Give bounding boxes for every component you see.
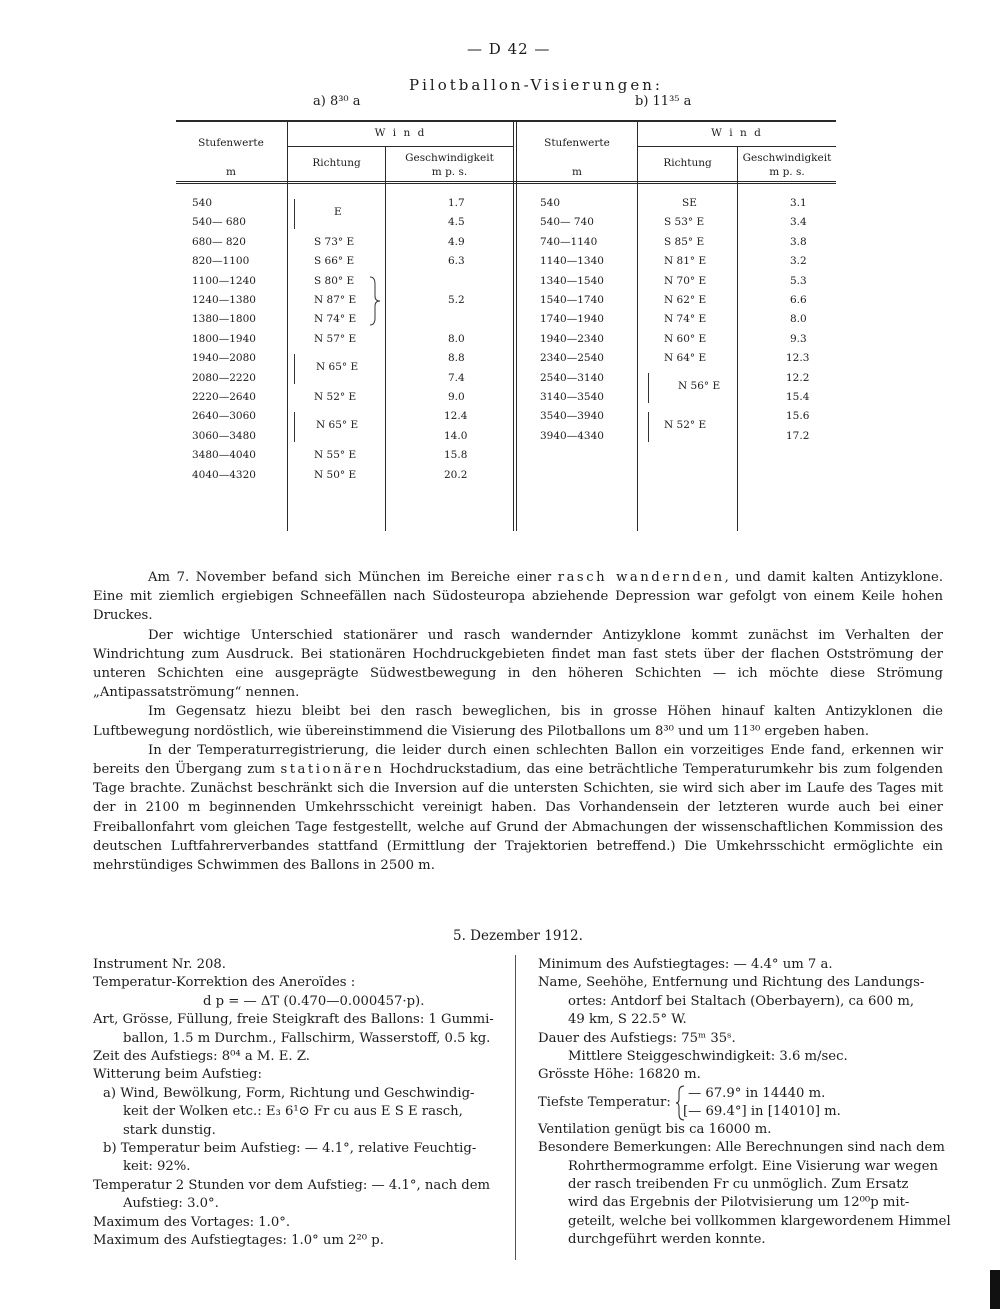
max-ascent-day: Maximum des Aufstiegtages: 1.0° um 2²⁰ p.: [93, 1233, 384, 1249]
header-geschwindigkeit: Geschwindigkeit: [405, 152, 494, 164]
correction-formula: d p = — ΔT (0.470—0.000457·p).: [203, 993, 425, 1009]
left-speed: 12.4: [444, 410, 468, 422]
paragraph: In der Temperaturregistrierung, die leider durch einen schlechten Ballon ein vorzeitiges Ende fand, erkennen wir bereits den Übergang zum stationären Hochdruckstadium, das eine beträchtliche Temperaturumkehr bis zum folgenden Tage brachte. Zunächst beschränkt sich die Inversion auf die untersten Schichten, sie wird sich aber im Laufe des Tages mit der in 2100 m beginnenden Umkehrsschicht vereinigt haben. Das Vorhandensein der letzteren wurde auch bei einer Freiballonfahrt vom gleichen Tage festgestellt, welche auf Grund der Abmachungen der wissenschaftlichen Kommission des deutschen Luftfahrerverbandes stattfand (Ermittlung der Trajektorien betreffend.) Die Umkehrsschicht ermöglichte ein mehrstündiges Schwimmen des Ballons in 2500 m.: [93, 742, 943, 874]
right-speed: 8.0: [790, 313, 807, 325]
mean-speed-line: Mittlere Steiggeschwindigkeit: 3.6 m/sec.: [568, 1049, 848, 1065]
header-mps-right: m p. s.: [769, 166, 805, 178]
right-speed: 3.4: [790, 216, 807, 228]
right-speed: 5.3: [790, 275, 807, 287]
left-step: 1100—1240: [192, 275, 256, 287]
right-direction: N 52° E: [664, 419, 707, 431]
header-wind: W i n d: [374, 127, 427, 139]
left-speed: 15.8: [444, 449, 468, 461]
max-previous-day: Maximum des Vortages: 1.0°.: [93, 1214, 291, 1230]
left-speed: 6.3: [448, 255, 465, 267]
left-direction: N 57° E: [314, 333, 357, 345]
header-wind-right: W i n d: [711, 127, 763, 139]
paragraph: Am 7. November befand sich München im Bereiche einer rasch wandernden, und damit kalten Antizyklone. Eine mit ziemlich ergiebigen Schneefällen nach Südosteuropa abziehende Depression war gefolgt von einem Keile hohen Druckes.: [93, 570, 944, 624]
left-direction: S 73° E: [314, 236, 355, 248]
weather-a-cont: stark dunstig.: [123, 1122, 216, 1138]
section-date: 5. Dezember 1912.: [453, 928, 583, 944]
landing-line-cont: 49 km, S 22.5° W.: [568, 1012, 687, 1028]
duration-line: Dauer des Aufstiegs: 75ᵐ 35ˢ.: [538, 1030, 736, 1046]
left-step: 1380—1800: [192, 313, 256, 325]
right-step: 1940—2340: [540, 333, 604, 345]
header-richtung-right: Richtung: [663, 157, 712, 169]
header-m: m: [226, 166, 236, 178]
right-direction: S 85° E: [664, 236, 705, 248]
left-step: 4040—4320: [192, 469, 256, 481]
right-step: 540: [540, 197, 561, 209]
left-direction: N 55° E: [314, 449, 357, 461]
left-step: 3480—4040: [192, 449, 256, 461]
header-richtung: Richtung: [312, 157, 361, 169]
left-speed: 9.0: [448, 391, 465, 403]
page-number: — D 42 —: [467, 40, 551, 58]
page-title: Pilotballon-Visierungen:: [409, 76, 663, 94]
left-direction: N 65° E: [316, 419, 359, 431]
left-direction: N 74° E: [314, 313, 357, 325]
temp-before: Temperatur 2 Stunden vor dem Aufstieg: — 4.1°, nach dem: [93, 1177, 491, 1193]
right-direction: N 70° E: [664, 275, 707, 287]
left-direction: N 87° E: [314, 294, 357, 306]
remarks-line-cont: geteilt, welche bei vollkommen klargewordenem Himmel: [568, 1213, 951, 1229]
remarks-line: Besondere Bemerkungen: Alle Berechnungen sind nach dem: [538, 1140, 945, 1156]
left-speed: 8.0: [448, 333, 465, 345]
remarks-line-cont: Rohrthermogramme erfolgt. Eine Visierung war wegen: [568, 1158, 938, 1174]
left-step: 540— 680: [192, 216, 246, 228]
right-speed: 12.3: [786, 352, 810, 364]
remarks-line-cont: wird das Ergebnis der Pilotvisierung um 12⁰⁰p mit-: [568, 1195, 910, 1211]
right-step: 1540—1740: [540, 294, 604, 306]
right-speed: 3.1: [790, 197, 807, 209]
right-speed: 3.2: [790, 255, 807, 267]
right-step: 1140—1340: [540, 255, 604, 267]
left-direction: S 80° E: [314, 275, 355, 287]
curly-brace-icon: [368, 276, 382, 326]
right-direction: N 56° E: [678, 380, 721, 392]
ascent-details-right: [538, 956, 951, 1250]
paragraph: Der wichtige Unterschied stationärer und rasch wandernder Antizyklone kommt zunächst im Verhalten der Windrichtung zum Ausdruck. Bei stationären Hochdruckgebieten findet man fast stets über der flachen Ostströmung der unteren Schichten eine ausgeprägte Südwestbewegung in den höheren Schichten — ich möchte diese Strömung „Antipassatströmung“ nennen.: [93, 627, 943, 701]
right-speed: 17.2: [786, 430, 810, 442]
ventilation-line: Ventilation genügt bis ca 16000 m.: [538, 1121, 772, 1137]
right-series-label: b) 11³⁵ a: [635, 94, 692, 109]
weather-a-cont: keit der Wolken etc.: E₃ 6¹⊙ Fr cu aus E S E rasch,: [123, 1104, 463, 1120]
header-stufenwerte: Stufenwerte: [198, 137, 264, 149]
right-speed: 15.6: [786, 410, 810, 422]
left-direction: N 50° E: [314, 469, 357, 481]
left-step: 1240—1380: [192, 294, 256, 306]
right-step: 2540—3140: [540, 372, 604, 384]
header-geschwindigkeit-right: Geschwindigkeit: [742, 152, 832, 164]
left-step: 2080—2220: [192, 372, 256, 384]
left-speed: 7.4: [448, 372, 465, 384]
left-step: 1940—2080: [192, 352, 256, 364]
left-speed: 14.0: [444, 430, 468, 442]
right-speed: 9.3: [790, 333, 807, 345]
right-step: 3140—3540: [540, 391, 604, 403]
left-speed: 1.7: [448, 197, 465, 209]
instrument-line: Instrument Nr. 208.: [93, 957, 227, 972]
weather-b-cont: keit: 92%.: [123, 1159, 191, 1175]
body-text: [93, 568, 943, 875]
header-stufenwerte-right: Stufenwerte: [544, 137, 610, 149]
right-speed: 3.8: [790, 236, 807, 248]
left-speed: 5.2: [448, 294, 465, 306]
remarks-line-cont: der rasch treibenden Fr cu unmöglich. Zum Ersatz: [568, 1177, 909, 1193]
header-m-right: m: [572, 166, 582, 178]
right-direction: SE: [682, 197, 697, 209]
right-direction: N 60° E: [664, 333, 707, 345]
left-step: 680— 820: [192, 236, 246, 248]
lowest-temp-value: — 67.9° in 14440 m.: [688, 1085, 826, 1101]
right-direction: S 53° E: [664, 216, 705, 228]
left-speed: 4.5: [448, 216, 465, 228]
balloon-line-cont: ballon, 1.5 m Durchm., Fallschirm, Wasserstoff, 0.5 kg.: [123, 1030, 491, 1046]
paragraph: Im Gegensatz hiezu bleibt bei den rasch beweglichen, bis in grosse Höhen hinauf kalten Antizyklonen die Luftbewegung nordöstlich, wie übereinstimmend die Visierung des Pilotballons um 8³⁰ und um 11³⁰ ergeben haben.: [93, 704, 943, 739]
correction-label: Temperatur-Korrektion des Aneroïdes :: [93, 975, 356, 991]
right-direction: N 64° E: [664, 352, 707, 364]
weather-label: Witterung beim Aufstieg:: [93, 1067, 262, 1083]
left-series-label: a) 8³⁰ a: [313, 94, 361, 109]
temp-before-cont: Aufstieg: 3.0°.: [123, 1196, 219, 1212]
lowest-temperature: [538, 1085, 948, 1121]
lowest-temp-label: Tiefste Temperatur:: [538, 1094, 671, 1110]
right-step: 3940—4340: [540, 430, 604, 442]
weather-b: b) Temperatur beim Aufstieg: — 4.1°, relative Feuchtig-: [103, 1141, 477, 1157]
landing-line: Name, Seehöhe, Entfernung und Richtung des Landungs-: [538, 975, 925, 991]
lowest-temp-value-alt: [— 69.4°] in [14010] m.: [683, 1103, 841, 1119]
left-direction: N 65° E: [316, 361, 359, 373]
right-step: 3540—3940: [540, 410, 604, 422]
left-step: 2220—2640: [192, 391, 256, 403]
left-speed: 20.2: [444, 469, 468, 481]
left-step: 3060—3480: [192, 430, 256, 442]
right-direction: N 74° E: [664, 313, 707, 325]
right-step: 1740—1940: [540, 313, 604, 325]
scan-edge-mark: [990, 1270, 1000, 1309]
header-mps: m p. s.: [431, 166, 468, 178]
right-direction: N 62° E: [664, 294, 707, 306]
left-step: 1800—1940: [192, 333, 256, 345]
right-speed: 15.4: [786, 391, 810, 403]
left-step: 820—1100: [192, 255, 250, 267]
left-speed: 4.9: [448, 236, 465, 248]
ascent-time: Zeit des Aufstiegs: 8⁰⁴ a M. E. Z.: [93, 1049, 310, 1065]
left-step: 2640—3060: [192, 410, 256, 422]
left-speed: 8.8: [448, 352, 465, 364]
weather-a: a) Wind, Bewölkung, Form, Richtung und Geschwindig-: [103, 1085, 475, 1101]
left-step: 540: [192, 197, 213, 209]
right-step: 1340—1540: [540, 275, 604, 287]
right-step: 2340—2540: [540, 352, 604, 364]
ascent-details-left: [93, 956, 508, 1251]
remarks-line-cont: durchgeführt werden konnte.: [568, 1232, 766, 1248]
minimum-line: Minimum des Aufstiegtages: — 4.4° um 7 a.: [538, 957, 833, 972]
max-height-line: Grösste Höhe: 16820 m.: [538, 1067, 701, 1083]
right-speed: 12.2: [786, 372, 810, 384]
right-step: 740—1140: [540, 236, 598, 248]
right-step: 540— 740: [540, 216, 594, 228]
right-speed: 6.6: [790, 294, 807, 306]
balloon-line: Art, Grösse, Füllung, freie Steigkraft des Ballons: 1 Gummi-: [93, 1012, 494, 1028]
left-direction: N 52° E: [314, 391, 357, 403]
left-direction: S 66° E: [314, 255, 355, 267]
left-direction: E: [334, 206, 342, 218]
landing-line-cont: ortes: Antdorf bei Staltach (Oberbayern), ca 600 m,: [568, 993, 915, 1009]
right-direction: N 81° E: [664, 255, 707, 267]
